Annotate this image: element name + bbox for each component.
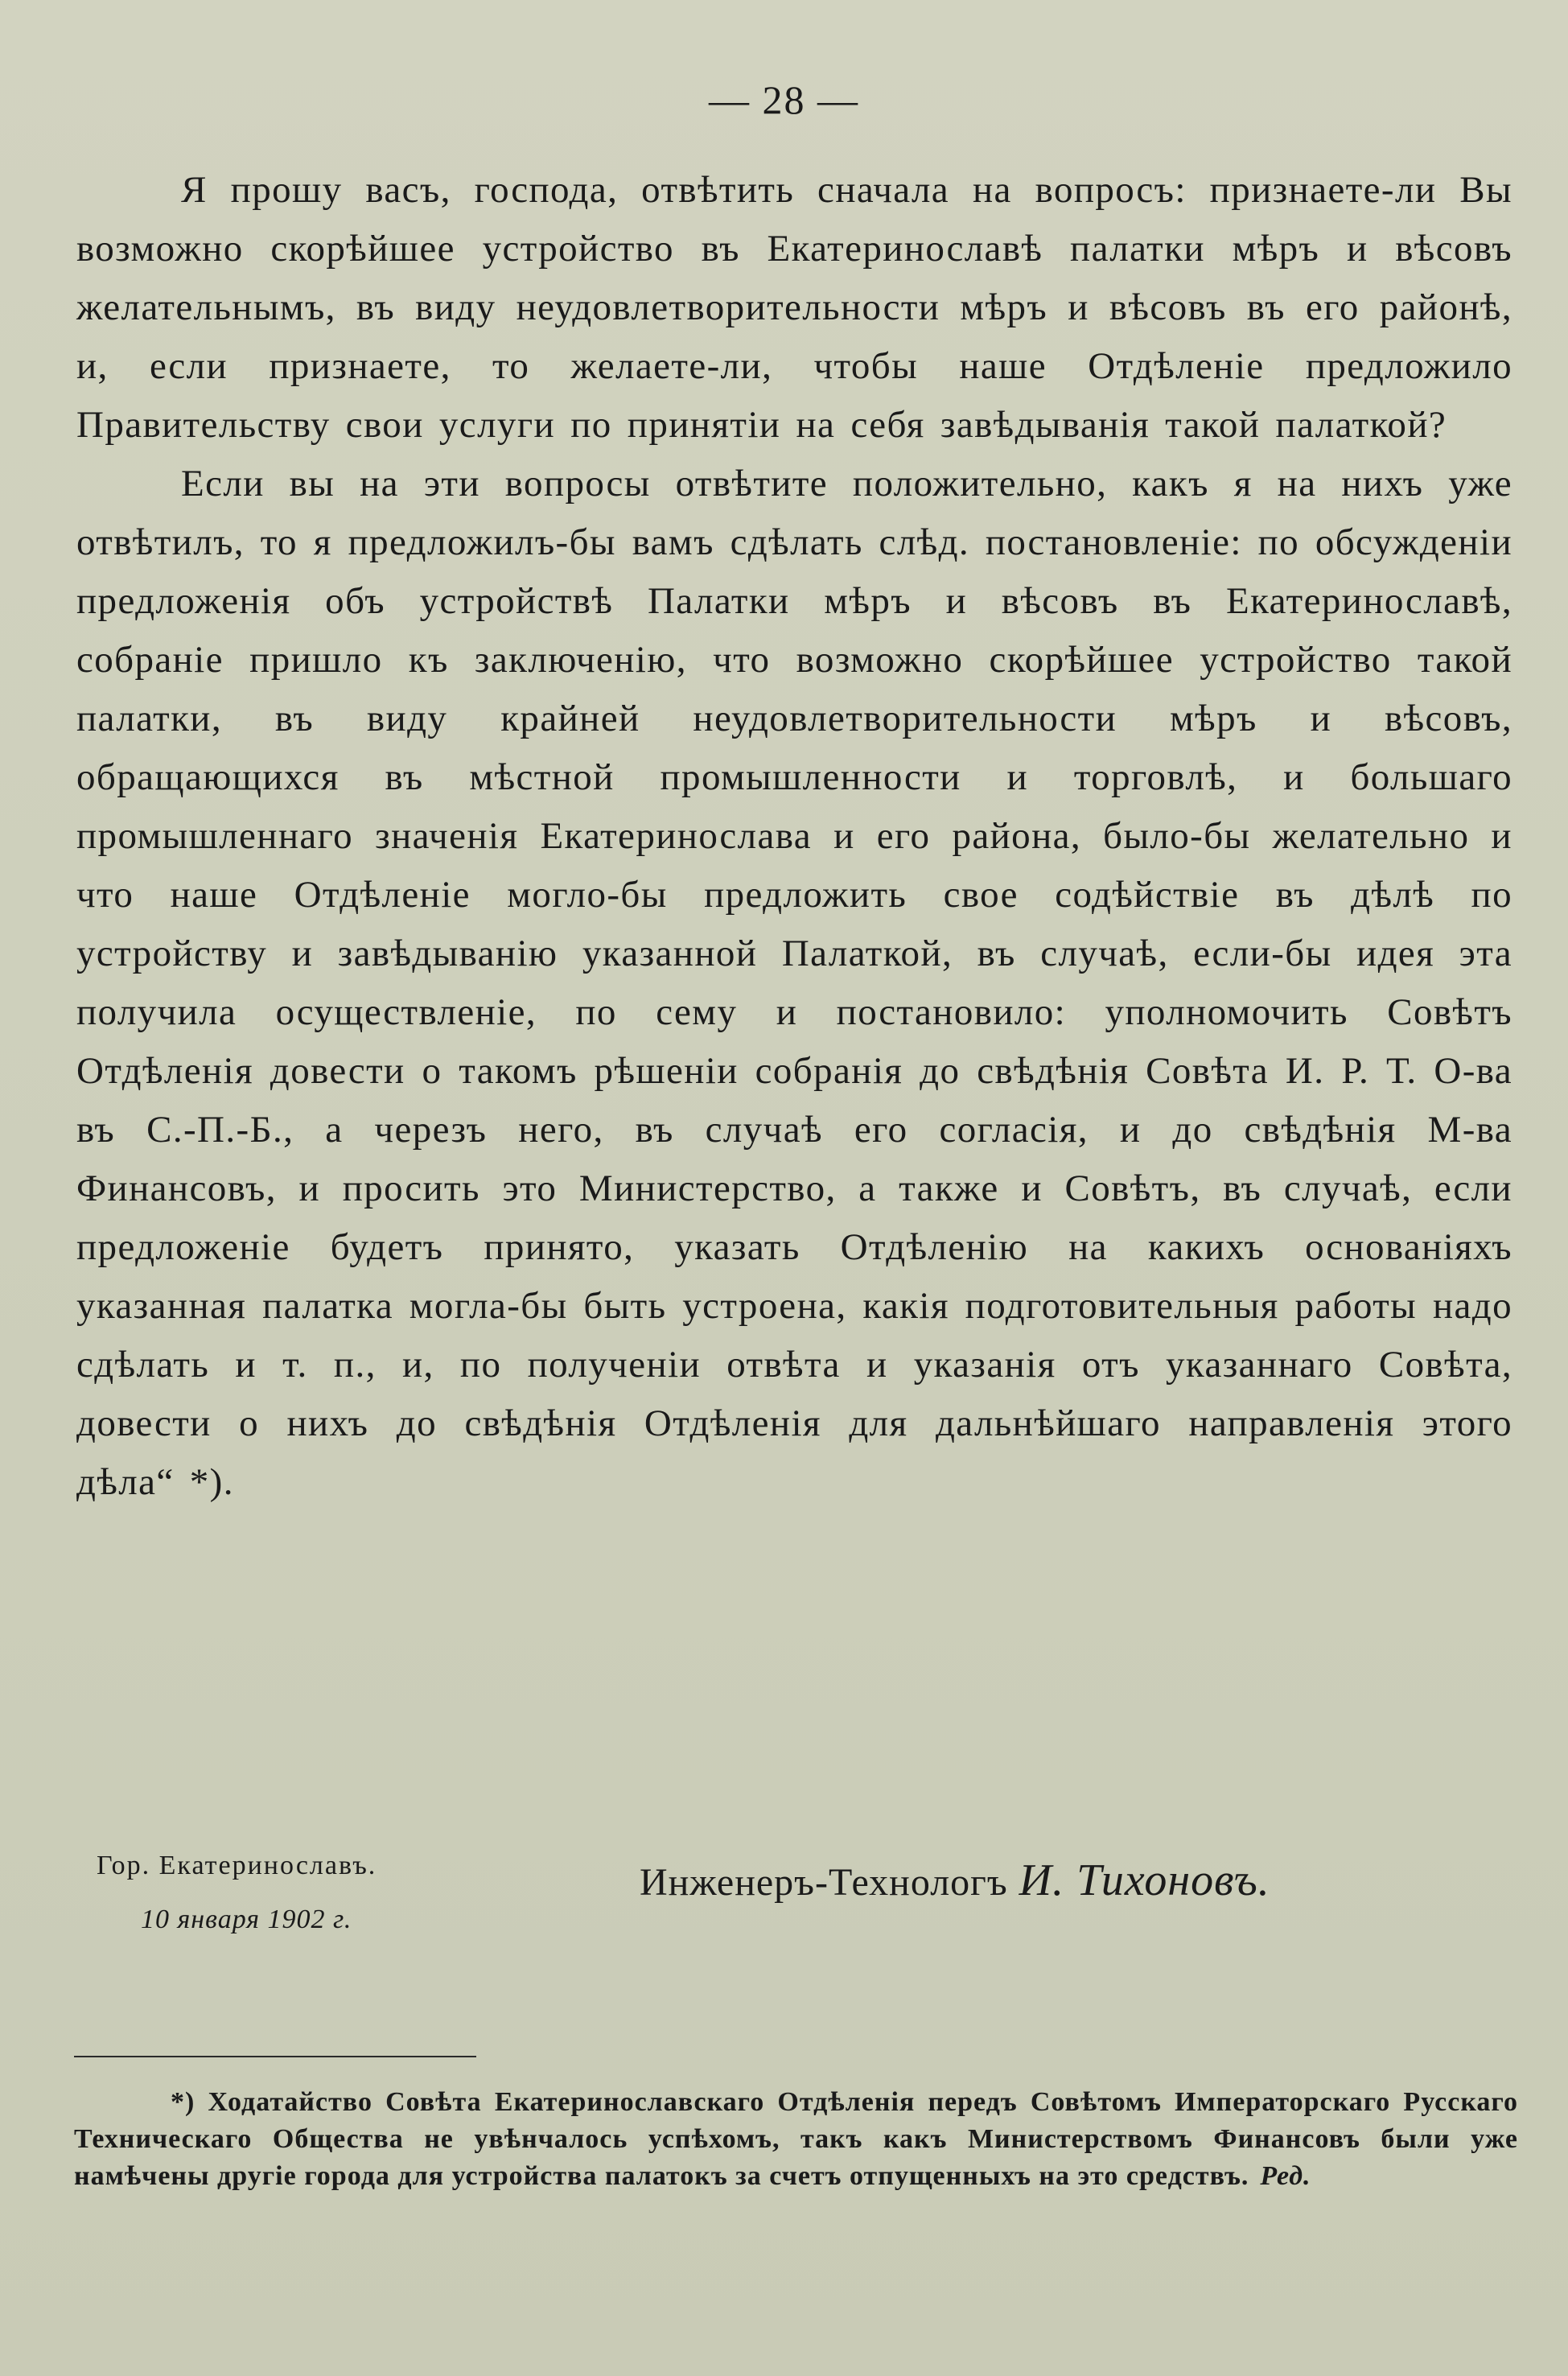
footnote-divider: [74, 2056, 476, 2057]
footnote: [74, 2084, 1518, 2195]
body-text: [76, 161, 1512, 1512]
paragraph: Если вы на эти вопросы отвѣтите положительно, какъ я на нихъ уже отвѣтилъ, то я предложилъ-бы вамъ сдѣлать слѣд. постановленіе: по обсужденіи предложенія объ устройствѣ Палатки мѣръ и вѣсовъ въ Екатеринославѣ, собраніе пришло къ заключенію, что возможно скорѣйшее устройство такой палатки, въ виду крайней неудовлетворительности мѣръ и вѣсовъ, обращающихся въ мѣстной промышленности и торговлѣ, и большаго промышленнаго значенія Екатеринослава и его района, было-бы желательно и что наше Отдѣленіе могло-бы предложить свое содѣйствіе въ дѣлѣ по устройству и завѣдыванію указанной Палаткой, въ случаѣ, если-бы идея эта получила осуществленіе, по сему и постановило: уполномочить Совѣтъ Отдѣленія довести о такомъ рѣшеніи собранія до свѣдѣнія Совѣта И. Р. Т. О-ва въ С.-П.-Б., а черезъ него, въ случаѣ его согласія, и до свѣдѣнія М-ва Финансовъ, и просить это Министерство, а также и Совѣтъ, въ случаѣ, если предложеніе будетъ принято, указать Отдѣленію на какихъ основаніяхъ указанная палатка могла-бы быть устроена, какія подготовительныя работы надо сдѣлать и т. п., и, по полученіи отвѣта и указанія отъ указаннаго Совѣта, довести о нихъ до свѣдѣнія Отдѣленія для дальнѣйшаго направленія этого дѣла“ *).: [76, 463, 1512, 1503]
footnote-editor-mark: Ред.: [1260, 2161, 1311, 2191]
signature-block: [0, 1839, 1568, 1959]
footnote-text: *) Ходатайство Совѣта Екатеринославскаго Отдѣленія передъ Совѣтомъ Императорскаго Русскаго Техническаго Общества не увѣнчалось успѣхомъ, такъ какъ Министерствомъ Финансовъ были уже намѣчены другіе города для устройства палатокъ за счетъ отпущенныхъ на это средствъ.: [74, 2087, 1518, 2191]
signer-name: И. Тихоновъ.: [1019, 1855, 1270, 1905]
signature-place: Гор. Екатеринославъ.: [97, 1851, 377, 1880]
paragraph: Я прошу васъ, господа, отвѣтить сначала на вопросъ: признаете-ли Вы возможно скорѣйшее устройство въ Екатеринославѣ палатки мѣръ и вѣсовъ желательнымъ, въ виду неудовлетворительности мѣръ и вѣсовъ въ его районѣ, и, если признаете, то желаете-ли, чтобы наше Отдѣленіе предложило Правительству свои услуги по принятіи на себя завѣдыванія такой палаткой?: [76, 169, 1512, 446]
signer: [640, 1855, 1270, 1906]
page-number: — 28 —: [709, 77, 859, 122]
signer-title: Инженеръ-Технологъ: [640, 1861, 1008, 1904]
signature-date: 10 января 1902 г.: [141, 1905, 352, 1934]
